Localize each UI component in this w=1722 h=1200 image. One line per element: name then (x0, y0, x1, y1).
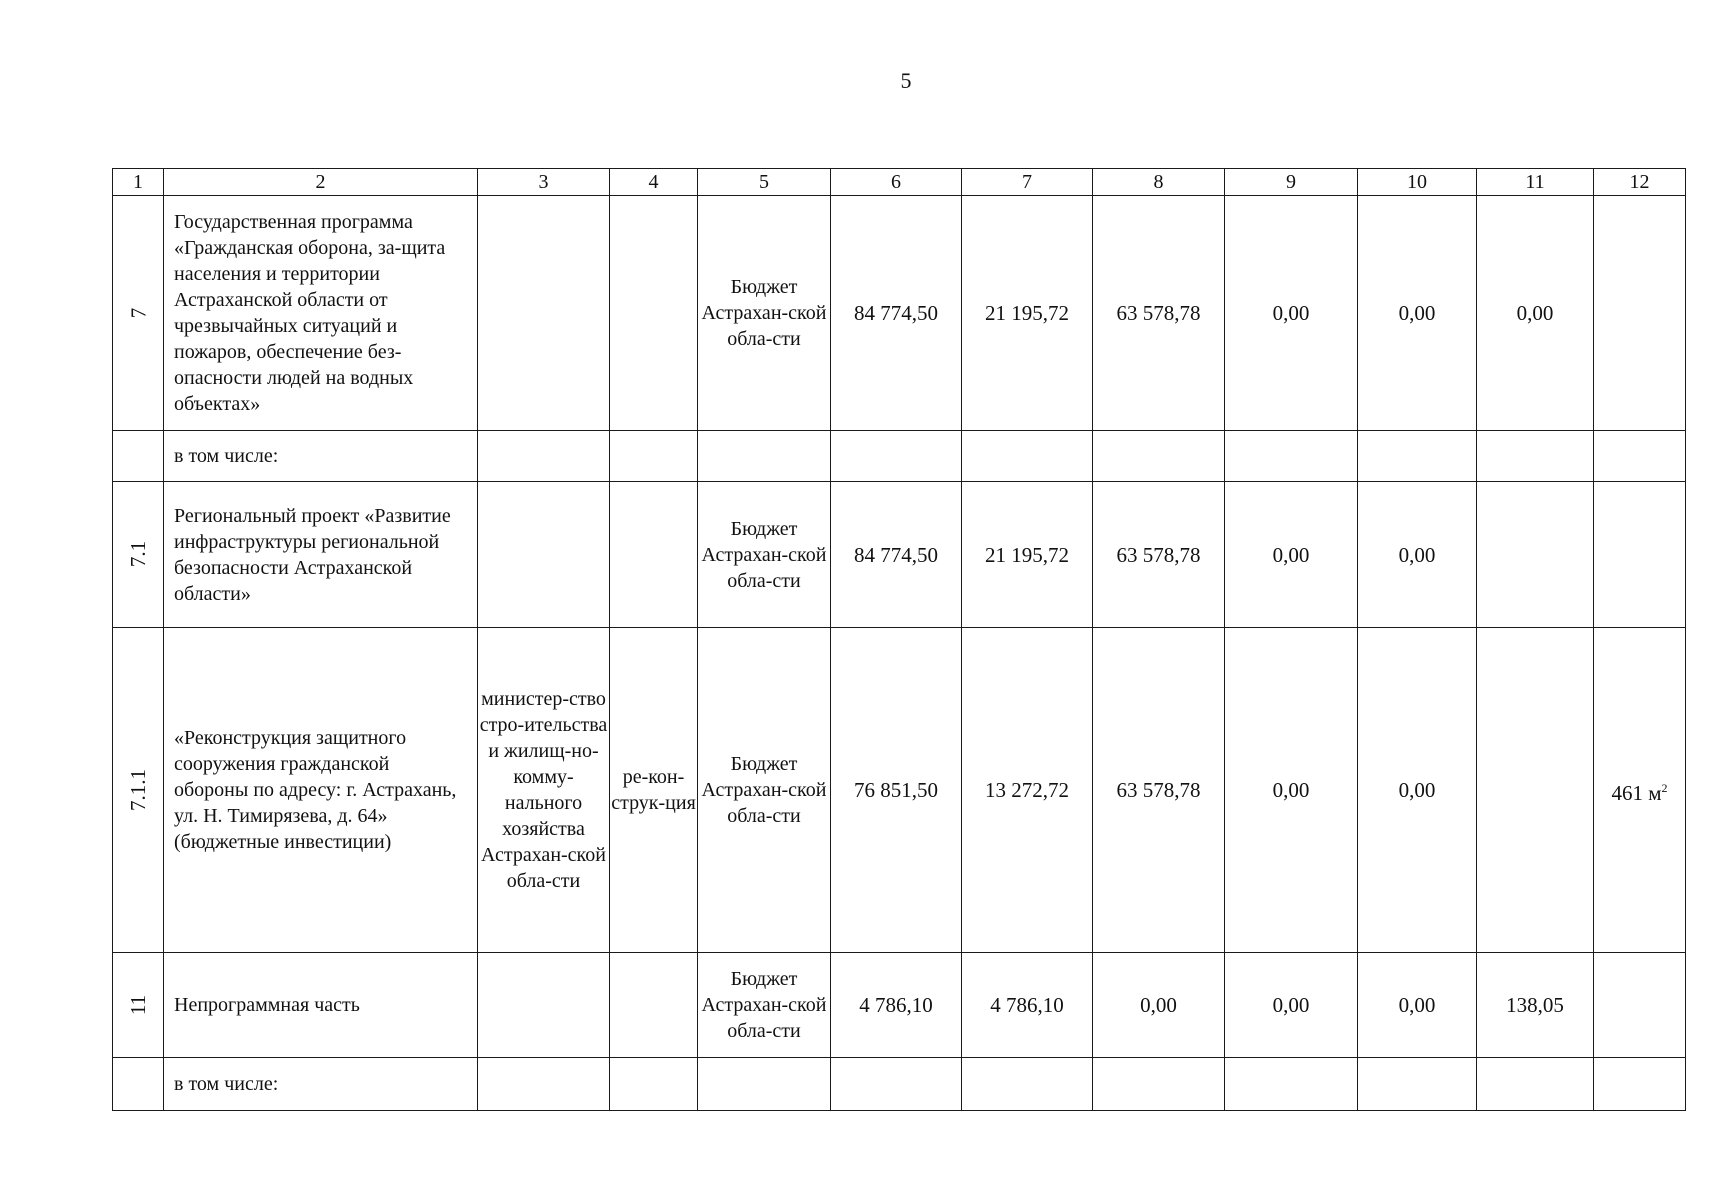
table-row (113, 431, 1686, 482)
value-cell: 13 272,72 (962, 628, 1093, 953)
empty-cell (478, 431, 610, 482)
budget-table (112, 168, 1686, 1111)
value-cell (1477, 628, 1594, 953)
funding-source: Бюджет Астрахан-ской обла-сти (698, 628, 831, 953)
item-name: Региональный проект «Развитие инфраструктуры региональной безопасности Астраханской области» (164, 482, 478, 628)
row-number-cell (113, 628, 164, 953)
value-cell: 21 195,72 (962, 196, 1093, 431)
work-type-cell (610, 196, 698, 431)
executor-cell (478, 482, 610, 628)
value-cell: 4 786,10 (962, 953, 1093, 1058)
empty-cell (698, 1058, 831, 1111)
item-name: Непрограммная часть (164, 953, 478, 1058)
row-number: 7.1.1 (126, 768, 150, 811)
work-type-cell (610, 953, 698, 1058)
value-cell (1594, 953, 1686, 1058)
value-cell: 0,00 (1358, 482, 1477, 628)
item-name: в том числе: (164, 1058, 478, 1111)
table-row (113, 482, 1686, 628)
value-cell: 76 851,50 (831, 628, 962, 953)
value-cell: 0,00 (1358, 628, 1477, 953)
empty-cell (1093, 1058, 1225, 1111)
table-row (113, 628, 1686, 953)
value-cell: 63 578,78 (1093, 196, 1225, 431)
table-row (113, 1058, 1686, 1111)
funding-source: Бюджет Астрахан-ской обла-сти (698, 482, 831, 628)
row-number: 7.1 (126, 540, 150, 568)
empty-cell (698, 431, 831, 482)
column-number: 8 (1093, 169, 1225, 196)
value-cell: 63 578,78 (1093, 628, 1225, 953)
funding-source: Бюджет Астрахан-ской обла-сти (698, 953, 831, 1058)
value-cell: 0,00 (1225, 196, 1358, 431)
table-header-row (113, 169, 1686, 196)
empty-cell (1594, 1058, 1686, 1111)
empty-cell (1358, 1058, 1477, 1111)
row-number-cell (113, 431, 164, 482)
empty-cell (1477, 1058, 1594, 1111)
empty-cell (1594, 431, 1686, 482)
value-cell: 0,00 (1093, 953, 1225, 1058)
column-number: 2 (164, 169, 478, 196)
value-cell: 21 195,72 (962, 482, 1093, 628)
column-number: 4 (610, 169, 698, 196)
empty-cell (478, 1058, 610, 1111)
item-name: в том числе: (164, 431, 478, 482)
empty-cell (1358, 431, 1477, 482)
funding-source: Бюджет Астрахан-ской обла-сти (698, 196, 831, 431)
column-number: 5 (698, 169, 831, 196)
table-row (113, 196, 1686, 431)
column-number: 9 (1225, 169, 1358, 196)
table-row (113, 953, 1686, 1058)
row-number-cell (113, 1058, 164, 1111)
row-number: 11 (125, 994, 150, 1015)
row-number-cell (113, 196, 164, 431)
column-number: 6 (831, 169, 962, 196)
empty-cell (1093, 431, 1225, 482)
value-cell: 84 774,50 (831, 196, 962, 431)
value-cell: 138,05 (1477, 953, 1594, 1058)
column-number: 1 (113, 169, 164, 196)
value-cell (1477, 482, 1594, 628)
item-name: «Реконструкция защитного сооружения гражданской обороны по адресу: г. Астрахань, ул. Н. Тимирязева, д. 64» (бюджетные инвестиции) (164, 628, 478, 953)
page-number: 5 (900, 68, 912, 93)
work-type-cell (610, 482, 698, 628)
item-name: Государственная программа «Гражданская оборона, за-щита населения и территории Астраханской области от чрезвычайных ситуаций и пожаров, обеспечение без-опасности людей на водных объектах» (164, 196, 478, 431)
value-cell: 0,00 (1225, 628, 1358, 953)
value-cell: 0,00 (1225, 482, 1358, 628)
area-cell (1594, 628, 1686, 953)
work-type-cell: ре-кон-струк-ция (610, 628, 698, 953)
row-number: 7 (126, 307, 150, 318)
area-unit-exponent: 2 (1661, 780, 1668, 795)
empty-cell (962, 431, 1093, 482)
empty-cell (1225, 1058, 1358, 1111)
empty-cell (831, 431, 962, 482)
value-cell: 0,00 (1358, 953, 1477, 1058)
area-value: 461 м (1611, 780, 1662, 805)
column-number: 12 (1594, 169, 1686, 196)
column-number: 11 (1477, 169, 1594, 196)
row-number-cell (113, 953, 164, 1058)
value-cell: 4 786,10 (831, 953, 962, 1058)
executor-cell (478, 196, 610, 431)
column-number: 10 (1358, 169, 1477, 196)
empty-cell (1225, 431, 1358, 482)
column-number: 3 (478, 169, 610, 196)
executor-cell (478, 953, 610, 1058)
empty-cell (962, 1058, 1093, 1111)
value-cell: 0,00 (1358, 196, 1477, 431)
value-cell: 63 578,78 (1093, 482, 1225, 628)
empty-cell (1477, 431, 1594, 482)
value-cell (1594, 196, 1686, 431)
row-number-cell (113, 482, 164, 628)
empty-cell (610, 1058, 698, 1111)
value-cell: 0,00 (1477, 196, 1594, 431)
value-cell: 84 774,50 (831, 482, 962, 628)
executor-cell: министер-ство стро-ительства и жилищ-но-комму-нального хозяйства Астрахан-ской обла-сти (478, 628, 610, 953)
column-number: 7 (962, 169, 1093, 196)
empty-cell (610, 431, 698, 482)
value-cell (1594, 482, 1686, 628)
value-cell: 0,00 (1225, 953, 1358, 1058)
empty-cell (831, 1058, 962, 1111)
